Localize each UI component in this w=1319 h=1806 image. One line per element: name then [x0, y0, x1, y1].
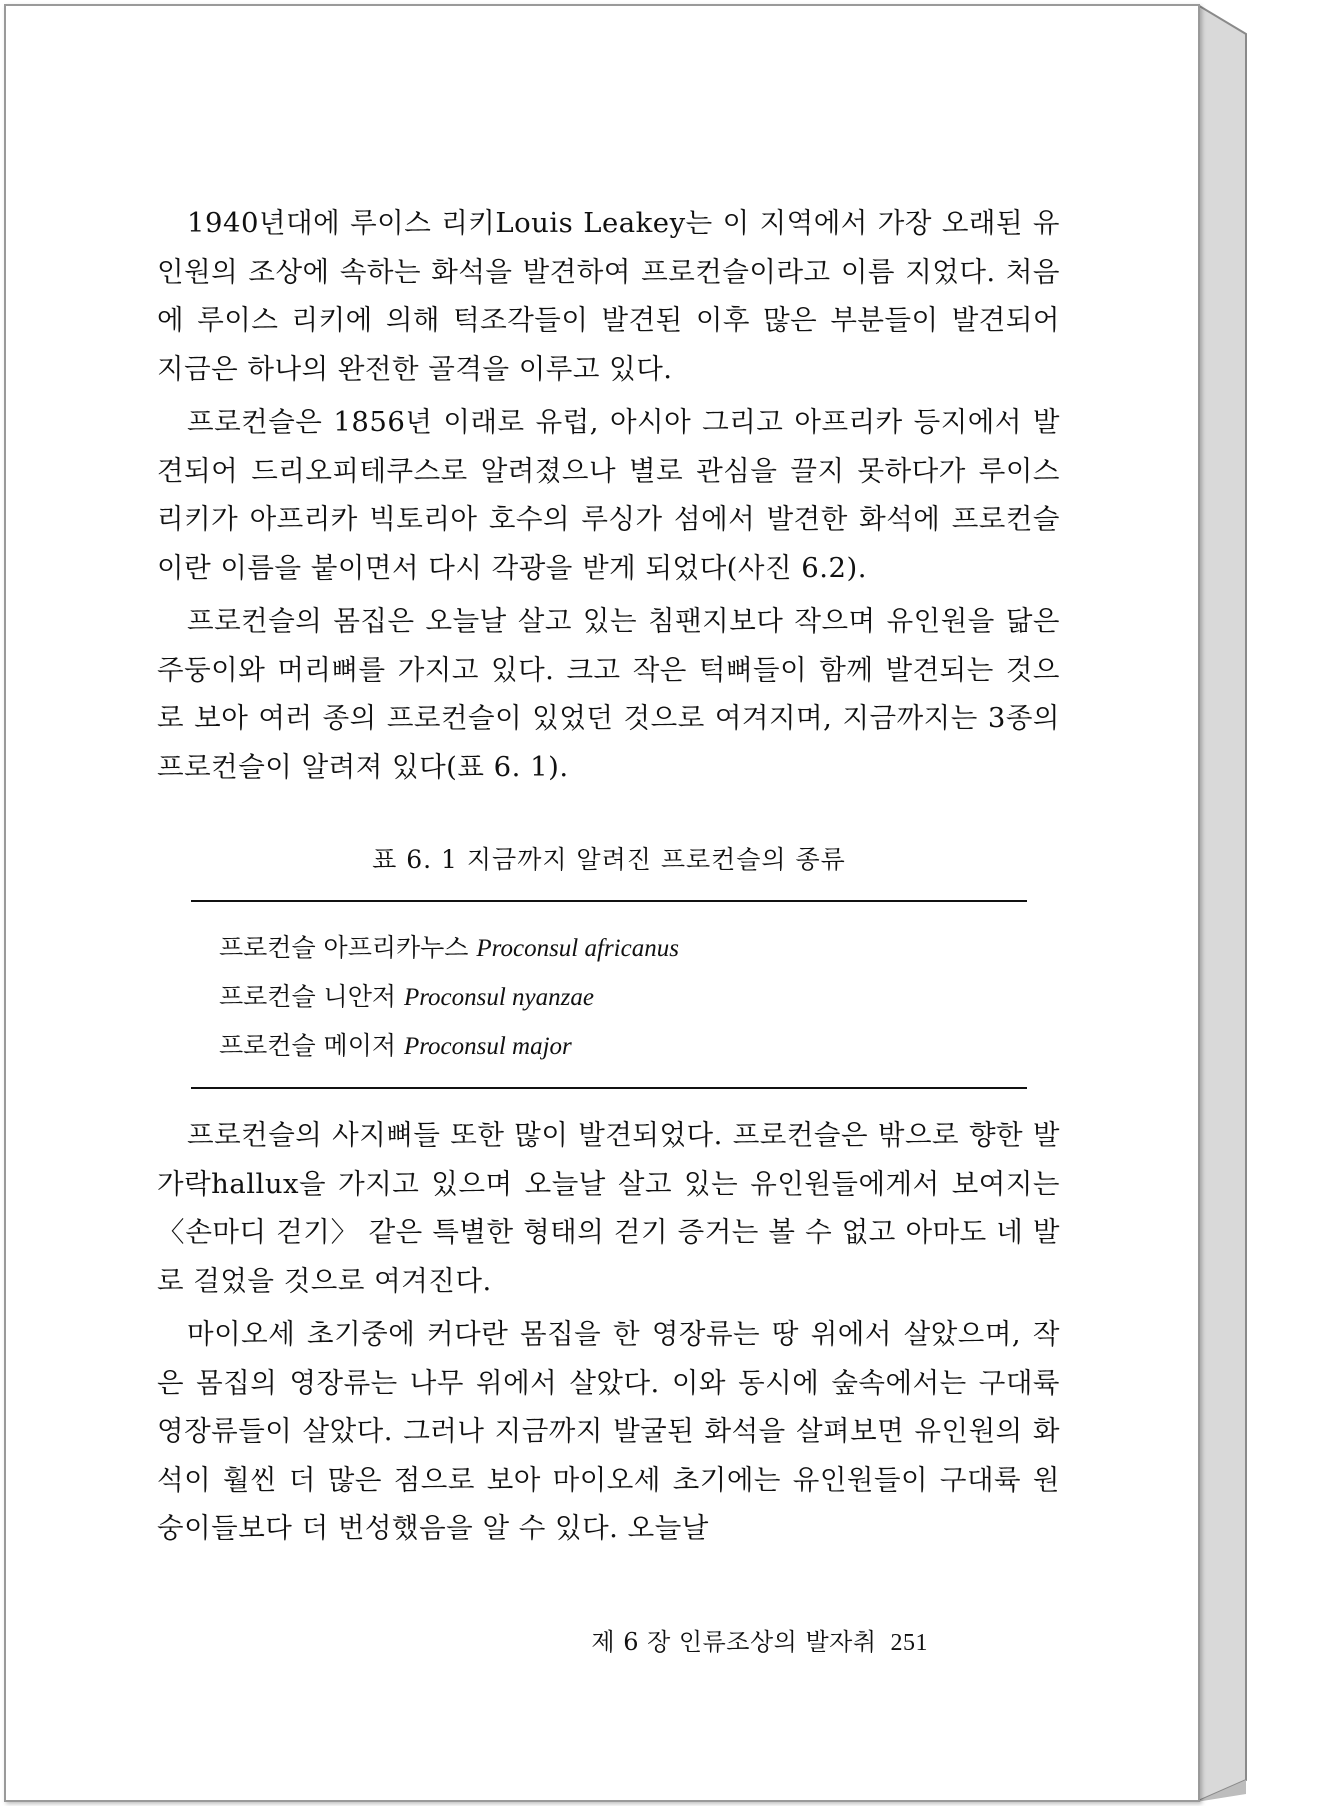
paragraph: 1940년대에 루이스 리키Louis Leakey는 이 지역에서 가장 오래된 유인원의 조상에 속하는 화석을 발견하여 프로컨슬이라고 이름 지었다. 처음에 루이스 리키에 의해 턱조각들이 발견된 이후 많은 부분들이 발견되어 지금은 하나의 완전한 골격을 이루고 있다.	[157, 207, 1060, 385]
species-korean-name: 프로컨슬 메이저	[219, 1031, 396, 1060]
book-spine-edge	[1196, 4, 1288, 1802]
table-row	[219, 1022, 1027, 1071]
table-row	[219, 973, 1027, 1022]
page-number: 251	[890, 1630, 928, 1656]
body-text-top	[157, 199, 1060, 796]
paragraph: 프로컨슬의 몸집은 오늘날 살고 있는 침팬지보다 작으며 유인원을 닮은 주둥이와 머리뼈를 가지고 있다. 크고 작은 턱뼈들이 함께 발견되는 것으로 보아 여러 종의 프로컨슬이 있었던 것으로 여겨지며, 지금까지는 3종의 프로컨슬이 알려져 있다(표 6. 1).	[157, 605, 1060, 783]
paragraph: 프로컨슬의 사지뼈들 또한 많이 발견되었다. 프로컨슬은 밖으로 향한 발가락hallux을 가지고 있으며 오늘날 살고 있는 유인원들에게서 보여지는 〈손마디 걷기〉 같은 특별한 형태의 걷기 증거는 볼 수 없고 아마도 네 발로 걸었을 것으로 여겨진다.	[157, 1119, 1060, 1297]
paragraph: 프로컨슬은 1856년 이래로 유럽, 아시아 그리고 아프리카 등지에서 발견되어 드리오피테쿠스로 알려졌으나 별로 관심을 끌지 못하다가 루이스 리키가 아프리카 빅토리아 호수의 루싱가 섬에서 발견한 화석에 프로컨슬이란 이름을 붙이면서 다시 각광을 받게 되었다(사진 6.2).	[157, 406, 1060, 584]
species-table	[191, 842, 1027, 1089]
species-latin-name: Proconsul major	[403, 1033, 572, 1060]
table-caption: 표 6. 1 지금까지 알려진 프로컨슬의 종류	[372, 845, 846, 874]
table-row	[219, 924, 1027, 973]
table-rows	[191, 902, 1027, 1087]
paragraph: 마이오세 초기중에 커다란 몸집을 한 영장류는 땅 위에서 살았으며, 작은 몸집의 영장류는 나무 위에서 살았다. 이와 동시에 숲속에서는 구대륙 영장류들이 살았다. 그러나 지금까지 발굴된 화석을 살펴보면 유인원의 화석이 훨씬 더 많은 점으로 보아 마이오세 초기에는 유인원들이 구대륙 원숭이들보다 더 번성했음을 알 수 있다. 오늘날	[157, 1318, 1060, 1544]
chapter-title: 제 6 장 인류조상의 발자취	[591, 1628, 877, 1656]
species-latin-name: Proconsul nyanzae	[403, 984, 594, 1011]
table-bottom-rule	[191, 1087, 1027, 1089]
species-latin-name: Proconsul africanus	[476, 935, 679, 962]
species-korean-name: 프로컨슬 니안저	[219, 982, 396, 1011]
species-korean-name: 프로컨슬 아프리카누스	[219, 933, 469, 962]
page-footer	[591, 1622, 928, 1657]
body-text-bottom	[157, 1111, 1060, 1558]
book-page	[4, 4, 1200, 1802]
